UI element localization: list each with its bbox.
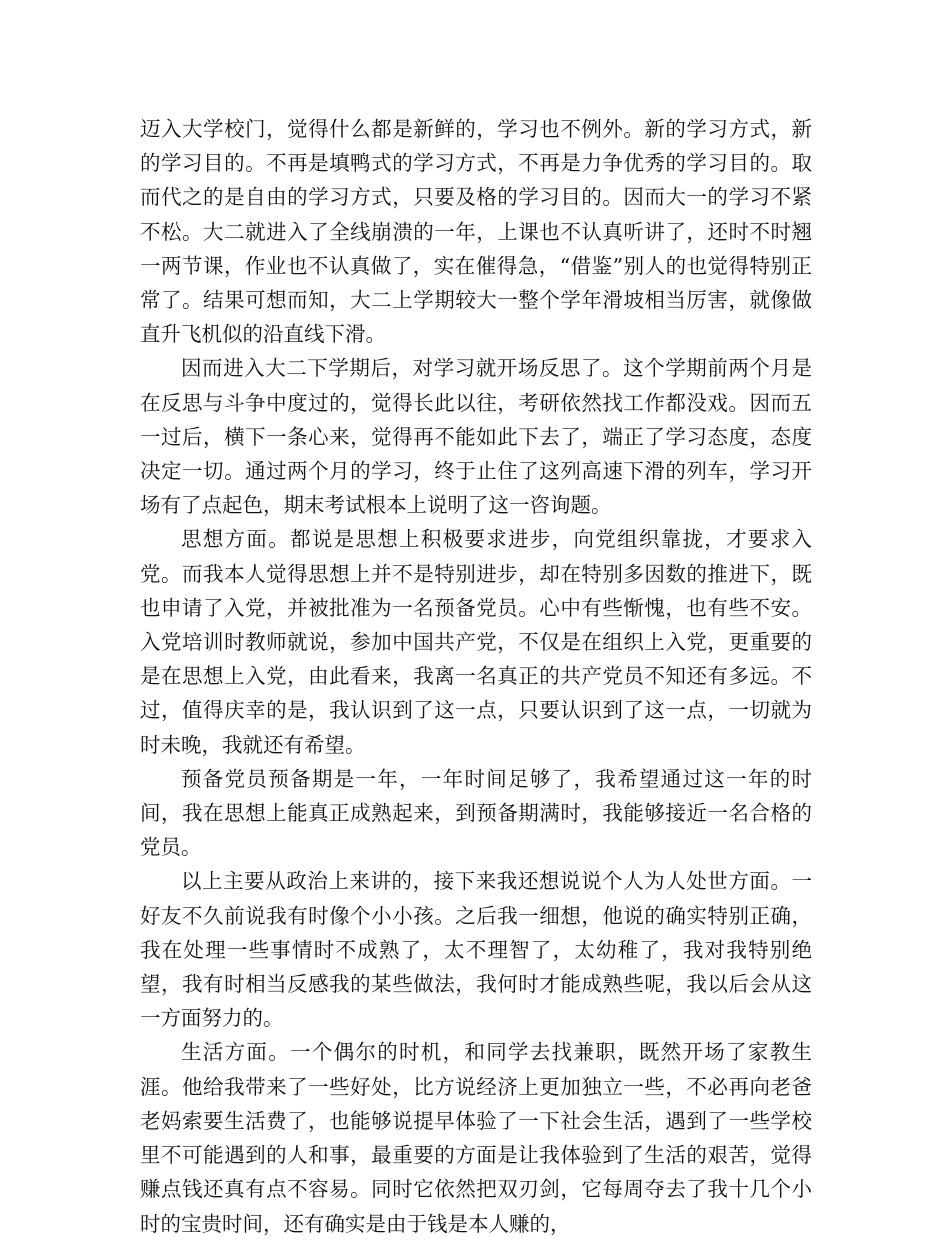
paragraph-personal-conduct: 以上主要从政治上来讲的，接下来我还想说说个人为人处世方面。一好友不久前说我有时像个小小孩。之后我一细想，他说的确实特别正确，我在处理一些事情时不成熟了，太不理智了，太幼稚了，我对我特别绝望，我有时相当反感我的某些做法，我何时才能成熟些呢，我以后会从这一方面努力的。 bbox=[140, 869, 812, 1031]
paragraph-probation: 预备党员预备期是一年，一年时间足够了，我希望通过这一年的时间，我在思想上能真正成熟起来，到预备期满时，我能够接近一名合格的党员。 bbox=[140, 766, 812, 860]
document-body bbox=[140, 112, 812, 1241]
paragraph-life: 生活方面。一个偶尔的时机，和同学去找兼职，既然开场了家教生涯。他给我带来了一些好处，比方说经济上更加独立一些，不必再向老爸老妈索要生活费了，也能够说提早体验了一下社会生活，遇到了一些学校里不可能遇到的人和事，最重要的方面是让我体验到了生活的艰苦，觉得赚点钱还真有点不容易。同时它依然把双刃剑，它每周夺去了我十几个小时的宝贵时间，还有确实是由于钱是本人赚的， bbox=[140, 1040, 812, 1236]
paragraph-study-first-year: 迈入大学校门，觉得什么都是新鲜的，学习也不例外。新的学习方式，新的学习目的。不再是填鸭式的学习方式，不再是力争优秀的学习目的。取而代之的是自由的学习方式，只要及格的学习目的。因而大一的学习不紧不松。大二就进入了全线崩溃的一年，上课也不认真听讲了，还时不时翘一两节课，作业也不认真做了，实在催得急，“借鉴”别人的也觉得特别正常了。结果可想而知，大二上学期较大一整个学年滑坡相当厉害，就像做直升飞机似的沿直线下滑。 bbox=[140, 117, 812, 347]
paragraph-thought: 思想方面。都说是思想上积极要求进步，向党组织靠拢，才要求入党。而我本人觉得思想上并不是特别进步，却在特别多因数的推进下，既也申请了入党，并被批准为一名预备党员。心中有些惭愧，也有些不安。入党培训时教师就说，参加中国共产党，不仅是在组织上入党，更重要的是在思想上入党，由此看来，我离一名真正的共产党员不知还有多远。不过，值得庆幸的是，我认识到了这一点，只要认识到了这一点，一切就为时未晚，我就还有希望。 bbox=[140, 527, 812, 757]
paragraph-study-reflection: 因而进入大二下学期后，对学习就开场反思了。这个学期前两个月是在反思与斗争中度过的，觉得长此以往，考研依然找工作都没戏。因而五一过后，横下一条心来，觉得再不能如此下去了，端正了学习态度，态度决定一切。通过两个月的学习，终于止住了这列高速下滑的列车，学习开场有了点起色，期末考试根本上说明了这一咨询题。 bbox=[140, 356, 812, 518]
